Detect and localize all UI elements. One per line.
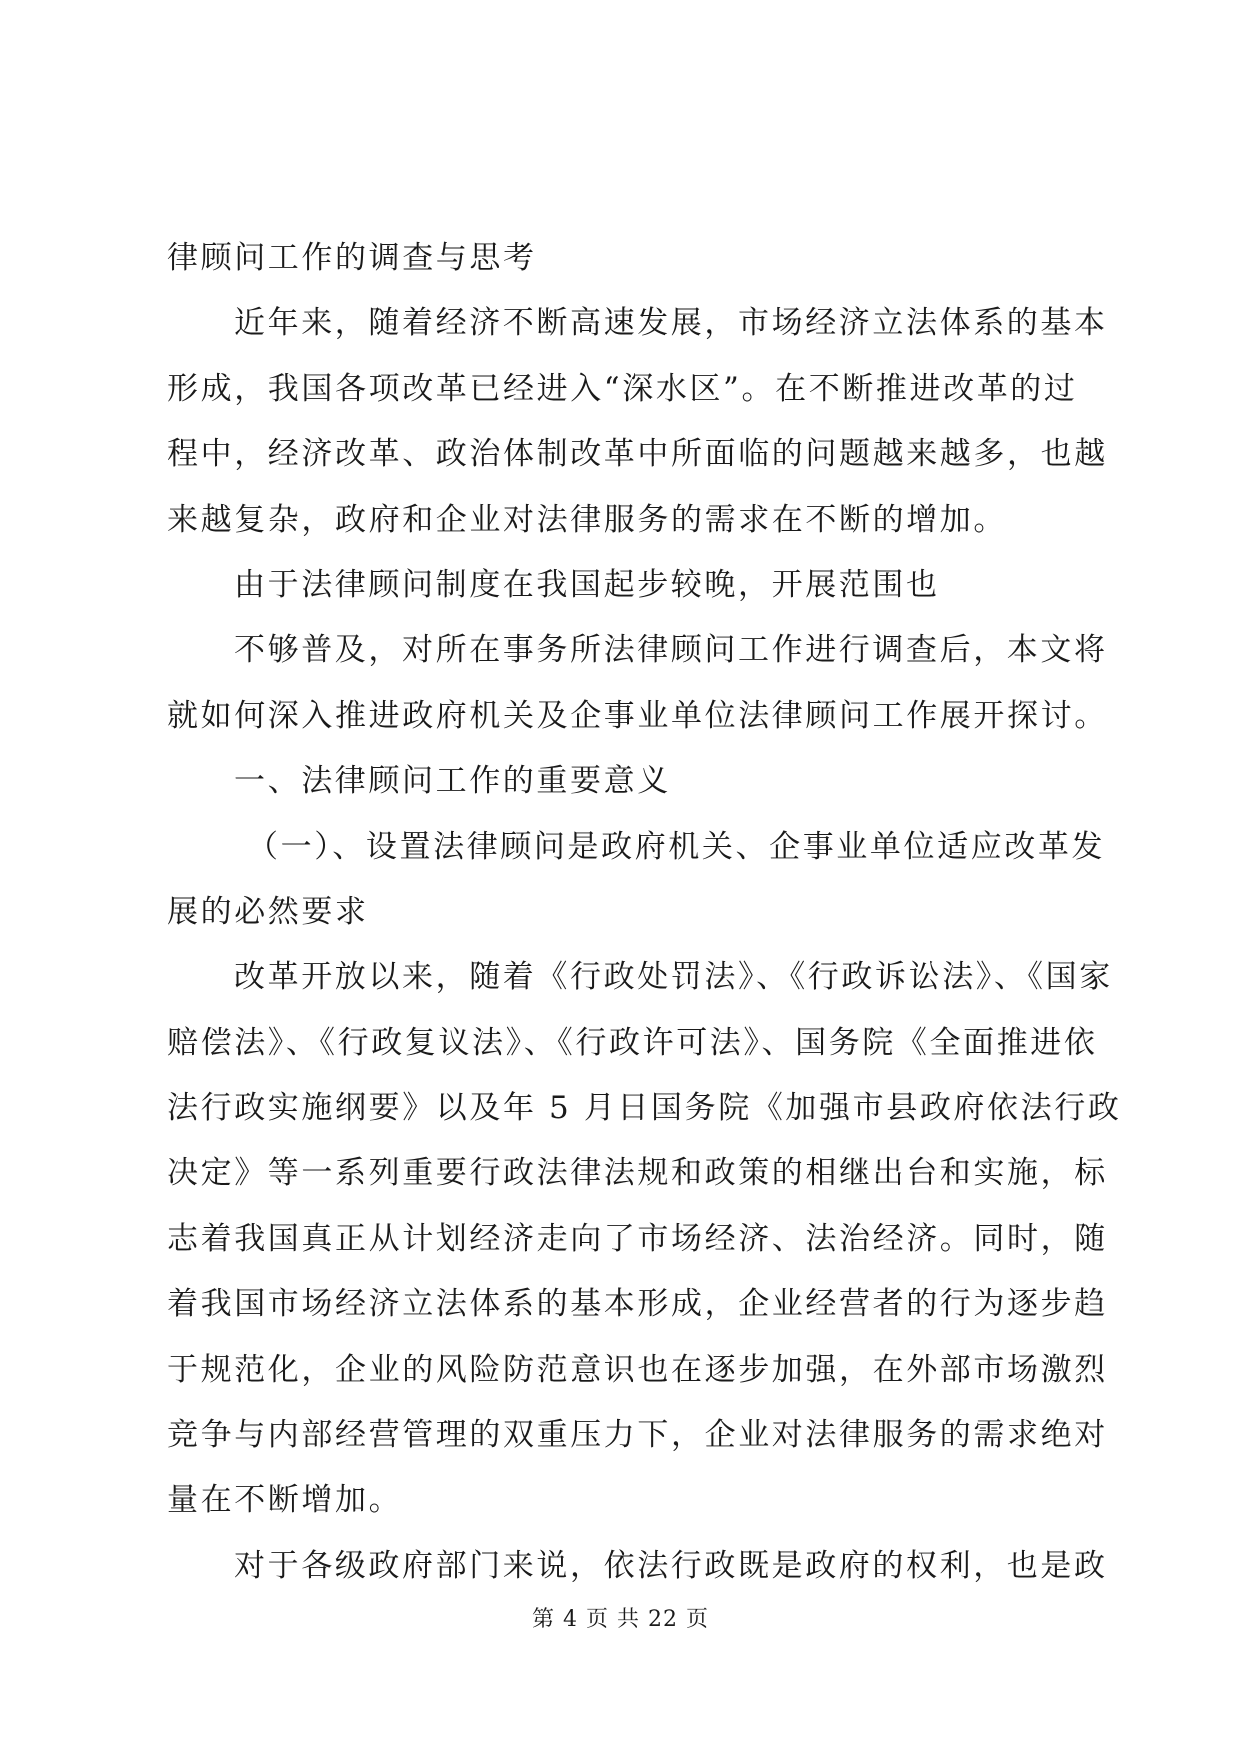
text-line: 着我国市场经济立法体系的基本形成，企业经营者的行为逐步趋 xyxy=(167,1286,1108,1323)
text-line: 决定》等一系列重要行政法律法规和政策的相继出台和实施，标 xyxy=(167,1155,1108,1192)
text-line: 来越复杂，政府和企业对法律服务的需求在不断的增加。 xyxy=(167,501,1007,538)
text-line: 不够普及，对所在事务所法律顾问工作进行调查后，本文将 xyxy=(234,632,1108,669)
text-line: 量在不断增加。 xyxy=(167,1482,403,1519)
text-line: 法行政实施纲要》以及年 5 月日国务院《加强市县政府依法行政 xyxy=(167,1090,1122,1127)
text-line: 由于法律顾问制度在我国起步较晚，开展范围也 xyxy=(234,566,940,603)
text-line: 律顾问工作的调查与思考 xyxy=(167,240,537,276)
text-line: 于规范化，企业的风险防范意识也在逐步加强，在外部市场激烈 xyxy=(167,1351,1108,1388)
text-line: 形成，我国各项改革已经进入“深水区”。在不断推进改革的过 xyxy=(167,370,1078,407)
text-line: 程中，经济改革、政治体制改革中所面临的问题越来越多，也越 xyxy=(167,436,1108,473)
text-line: 赔偿法》、《行政复议法》、《行政许可法》、国务院《全面推进依 xyxy=(167,1024,1098,1061)
subsection-heading: （一）、设置法律顾问是政府机关、企事业单位适应改革发 xyxy=(247,828,1106,865)
section-heading: 一、法律顾问工作的重要意义 xyxy=(234,763,671,800)
text-line: 就如何深入推进政府机关及企事业单位法律顾问工作展开探讨。 xyxy=(167,697,1108,734)
text-line: 对于各级政府部门来说，依法行政既是政府的权利，也是政 xyxy=(234,1547,1108,1584)
page-number-footer: 第 4 页 共 22 页 xyxy=(532,1607,709,1632)
text-line: 志着我国真正从计划经济走向了市场经济、法治经济。同时，随 xyxy=(167,1220,1108,1257)
text-line: 竞争与内部经营管理的双重压力下，企业对法律服务的需求绝对 xyxy=(167,1417,1108,1454)
text-line: 近年来，随着经济不断高速发展，市场经济立法体系的基本 xyxy=(234,305,1108,342)
body-text xyxy=(167,226,1122,1599)
text-line: 改革开放以来，随着《行政处罚法》、《行政诉讼法》、《国家 xyxy=(234,959,1113,996)
subsection-heading-continued: 展的必然要求 xyxy=(167,893,369,930)
